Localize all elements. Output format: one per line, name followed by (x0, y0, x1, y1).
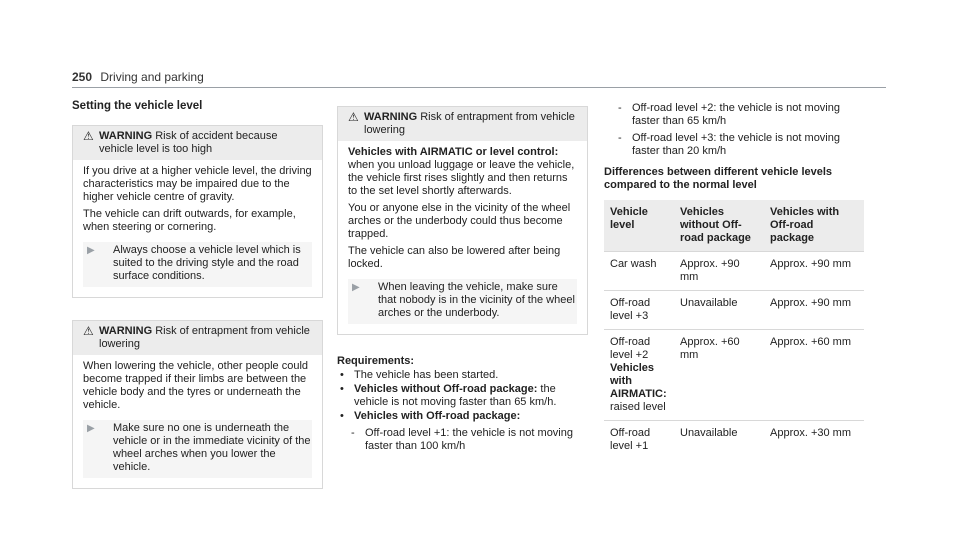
table-title: Differences between different vehicle levels compared to the normal level (604, 166, 833, 191)
warning-title: Risk of entrapment from vehicle lowering (99, 325, 310, 350)
column-header: Vehicles with Off-road package (764, 200, 864, 252)
column-3 (604, 102, 864, 459)
table-row: Off-road level +1 Unavailable Approx. +30 mm (604, 421, 864, 460)
sub-list-item: - Off-road level +2: the vehicle is not moving faster than 65 km/h (618, 102, 840, 127)
page-number: 250 (72, 70, 93, 84)
header-divider (72, 87, 886, 88)
action-arrow-icon: ▶ (87, 423, 95, 434)
warning-header (73, 126, 322, 160)
warning-box-entrapment (72, 320, 323, 489)
bullet-icon: • (340, 410, 344, 422)
warning-header (73, 321, 322, 355)
warning-icon: ⚠ (348, 110, 359, 124)
action-arrow-icon: ▶ (352, 282, 360, 293)
action-step (348, 279, 577, 324)
action-arrow-icon: ▶ (87, 245, 95, 256)
warning-paragraph: If you drive at a higher vehicle level, the driving characteristics may be impaired due to the higher vehicle centre of gravity. (83, 165, 312, 203)
list-item: • Vehicles with Off-road package: (337, 410, 588, 423)
warning-subhead: Vehicles with AIRMATIC or level control: (348, 146, 559, 158)
warning-paragraph: The vehicle can also be lowered after being locked. (348, 245, 561, 270)
page-header (72, 70, 204, 84)
list-item: • The vehicle has been started. (337, 369, 588, 382)
warning-header (338, 107, 587, 141)
table-header-row (604, 200, 864, 252)
action-text: Always choose a vehicle level which is suited to the driving style and the road surface conditions. (113, 244, 301, 282)
section-name: Driving and parking (100, 70, 204, 84)
table-row: Off-road level +3 Unavailable Approx. +90 mm (604, 291, 864, 330)
section-title: Setting the vehicle level (72, 100, 203, 112)
action-text: When leaving the vehicle, make sure that nobody is in the vicinity of the wheel arches or the underbody. (378, 281, 575, 319)
warning-box-airmatic (337, 106, 588, 335)
warning-box-high-level (72, 125, 323, 298)
warning-body (73, 160, 322, 297)
column-1 (72, 100, 323, 502)
warning-paragraph: When lowering the vehicle, other people could become trapped if their limbs are between the vehicle body and the tyres or underneath the vehicle. (83, 360, 309, 411)
vehicle-level-table (604, 200, 864, 459)
warning-body (338, 141, 587, 334)
warning-label: WARNING (99, 325, 153, 337)
bullet-icon: • (340, 369, 344, 381)
action-step (83, 420, 312, 478)
requirements-title: Requirements: (337, 355, 415, 367)
warning-paragraph: when you unload luggage or leave the vehicle, the vehicle first rises slightly and then returns to the set level shortly afterwards. (348, 159, 575, 197)
warning-title: Risk of entrapment from vehicle lowering (364, 111, 575, 136)
sub-list-item: - Off-road level +3: the vehicle is not moving faster than 20 km/h (618, 132, 840, 157)
table-row: Off-road level +2 Vehicles with AIRMATIC: raised level Approx. +60 mm Approx. +60 mm (604, 330, 864, 421)
warning-paragraph: You or anyone else in the vicinity of the wheel arches or the underbody could thus become trapped. (348, 202, 571, 240)
list-item: • Vehicles without Off-road package: the vehicle is not moving faster than 65 km/h. (337, 383, 588, 409)
warning-label: WARNING (99, 130, 153, 142)
action-text: Make sure no one is underneath the vehicle or in the immediate vicinity of the wheel arches when you lower the vehicle. (113, 422, 311, 473)
action-step (83, 242, 312, 287)
warning-body (73, 355, 322, 488)
warning-title: Risk of accident because vehicle level is too high (99, 130, 278, 155)
bullet-icon: • (340, 383, 344, 395)
table-row: Car wash Approx. +90 mm Approx. +90 mm (604, 252, 864, 291)
warning-icon: ⚠ (83, 324, 94, 338)
column-header: Vehicle level (604, 200, 674, 252)
column-header: Vehicles without Off-road package (674, 200, 764, 252)
warning-paragraph: The vehicle can drift outwards, for example, when steering or cornering. (83, 208, 296, 233)
requirements (337, 355, 588, 453)
column-2 (337, 106, 588, 453)
warning-icon: ⚠ (83, 129, 94, 143)
warning-label: WARNING (364, 111, 418, 123)
sub-list-item: - Off-road level +1: the vehicle is not moving faster than 100 km/h (351, 427, 573, 452)
